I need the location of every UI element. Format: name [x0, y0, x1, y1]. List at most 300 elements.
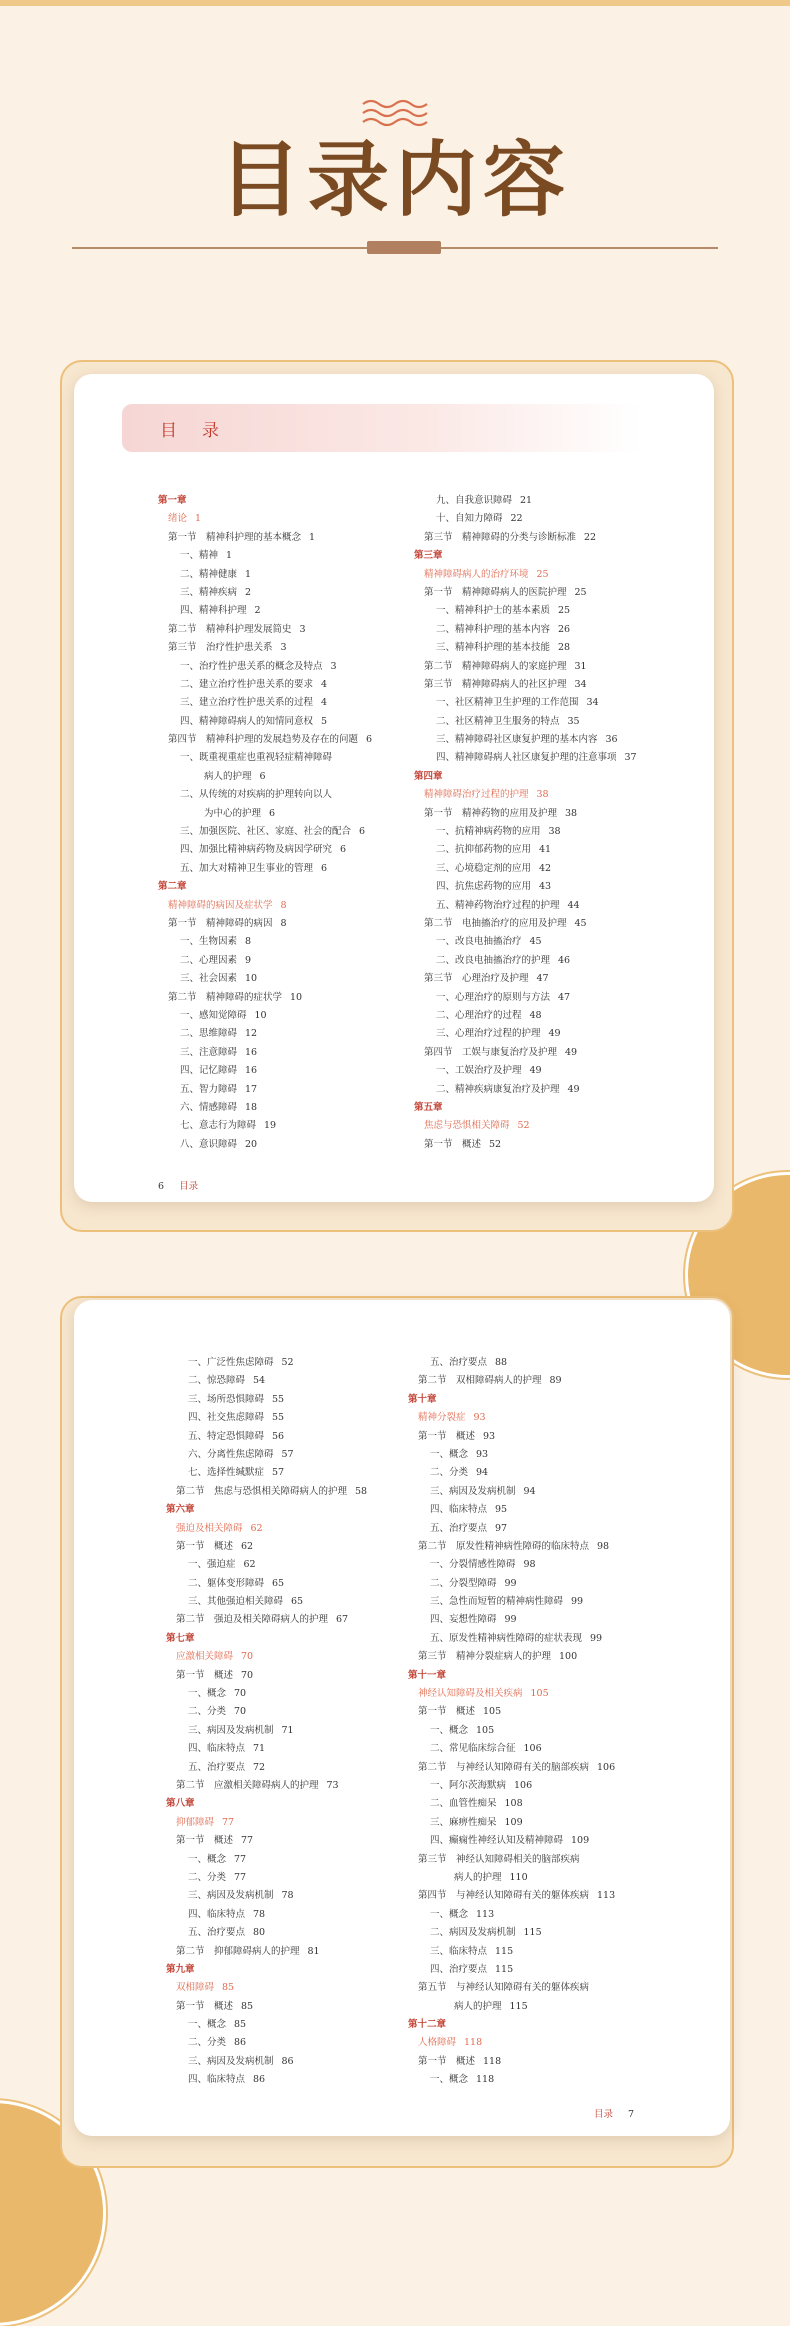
toc-entry-text: 五、治疗要点	[188, 1761, 246, 1773]
footer-label: 目录	[594, 2109, 614, 2120]
wave-ornament-icon	[361, 98, 429, 128]
toc-item	[408, 1520, 615, 1538]
toc-section	[414, 915, 637, 933]
toc-entry-text: 第四节 与神经认知障碍有关的躯体疾病	[418, 1890, 590, 1902]
toc-section	[158, 529, 372, 547]
toc-chapter-title	[408, 1409, 615, 1427]
toc-entry-page: 45	[574, 917, 587, 929]
toc-entry-text: 第一节 精神障碍病人的医院护理	[424, 586, 567, 598]
toc-entry-text: 二、思维障碍	[180, 1028, 238, 1040]
toc-item	[166, 1906, 367, 1924]
toc-item	[408, 1961, 615, 1979]
toc-item	[408, 1611, 615, 1629]
toc-entry-page: 47	[536, 973, 549, 985]
toc-entry-page: 93	[476, 1448, 489, 1460]
toc-entry-text: 第二节 精神障碍的症状学	[168, 991, 283, 1003]
toc-column-left	[158, 492, 372, 1154]
toc-item	[408, 1630, 615, 1648]
toc-banner-label: 目 录	[160, 421, 223, 441]
toc-entry-page: 2	[254, 605, 261, 617]
toc-entry-text: 第四节 精神科护理的发展趋势及存在的问题	[168, 734, 359, 746]
toc-entry-page: 22	[584, 531, 597, 543]
toc-entry-text: 强迫及相关障碍	[176, 1522, 243, 1534]
toc-entry-text: 五、智力障碍	[180, 1083, 238, 1095]
toc-entry-page: 3	[330, 660, 337, 672]
toc-entry-text: 第三节 精神障碍病人的社区护理	[424, 678, 567, 690]
toc-entry-page: 34	[574, 678, 587, 690]
toc-entry-page: 8	[245, 936, 252, 948]
toc-entry-page: 35	[567, 715, 580, 727]
toc-entry-text: 第一节 概述	[176, 2000, 234, 2012]
toc-column-left	[166, 1354, 367, 2090]
toc-entry-page: 25	[558, 605, 571, 617]
toc-entry-page: 10	[290, 991, 303, 1003]
toc-entry-text: 第二节 抑郁障碍病人的护理	[176, 1945, 300, 1957]
toc-item	[158, 860, 372, 878]
toc-section	[408, 1538, 615, 1556]
toc-section	[408, 1979, 615, 1997]
toc-entry-page: 62	[243, 1559, 256, 1571]
toc-entry-page: 34	[586, 697, 599, 709]
toc-entry-page: 85	[241, 2000, 254, 2012]
toc-entry-text: 精神障碍治疗过程的护理	[424, 789, 529, 801]
toc-entry-page: 28	[558, 642, 571, 654]
toc-entry-page: 49	[567, 1083, 580, 1095]
toc-entry-text: 四、社交焦虑障碍	[188, 1412, 265, 1424]
toc-item	[166, 2034, 367, 2052]
toc-entry-page: 8	[280, 917, 287, 929]
toc-entry-page: 70	[234, 1706, 247, 1718]
toc-entry-text: 二、改良电抽搐治疗的护理	[436, 954, 551, 966]
toc-item	[408, 1924, 615, 1942]
toc-entry-page: 77	[234, 1853, 247, 1865]
toc-item	[158, 1025, 372, 1043]
toc-section	[414, 584, 637, 602]
toc-item	[414, 841, 637, 859]
toc-entry-text: 三、其他强迫相关障碍	[188, 1596, 284, 1608]
toc-entry-page: 20	[245, 1138, 258, 1150]
toc-item	[158, 566, 372, 584]
toc-entry-text: 第三节 神经认知障碍相关的脑部疾病	[418, 1853, 580, 1865]
toc-entry-text: 四、治疗要点	[430, 1963, 488, 1975]
toc-entry-text: 第一节 精神药物的应用及护理	[424, 807, 558, 819]
toc-item	[414, 731, 637, 749]
toc-chapter-title	[166, 1979, 367, 1997]
toc-entry-page: 105	[530, 1688, 549, 1700]
toc-entry-text: 一、生物因素	[180, 936, 238, 948]
toc-entry-text: 第三节 治疗性护患关系	[168, 642, 273, 654]
toc-entry-page: 42	[539, 862, 552, 874]
toc-entry-text: 第三节 精神分裂症病人的护理	[418, 1651, 552, 1663]
toc-item	[166, 1354, 367, 1372]
toc-entry-page: 86	[281, 2055, 294, 2067]
toc-entry-text: 一、概念	[188, 1688, 227, 1700]
toc-item	[414, 694, 637, 712]
toc-entry-page: 105	[483, 1706, 502, 1718]
toc-entry-text: 一、概念	[430, 2074, 469, 2086]
toc-entry-text: 七、意志行为障碍	[180, 1120, 257, 1132]
toc-entry-page: 55	[272, 1412, 285, 1424]
toc-entry-text: 六、情感障碍	[180, 1101, 238, 1113]
toc-entry-page: 118	[483, 2055, 502, 2067]
toc-chapter-title	[414, 786, 637, 804]
toc-entry-text: 第一节 精神科护理的基本概念	[168, 531, 302, 543]
toc-item	[166, 1409, 367, 1427]
toc-section	[158, 639, 372, 657]
toc-entry-text: 三、病因及发病机制	[188, 1890, 274, 1902]
toc-entry-text: 第二节 与神经认知障碍有关的脑部疾病	[418, 1761, 590, 1773]
toc-entry-text: 三、加强医院、社区、家庭、社会的配合	[180, 826, 352, 838]
toc-section	[166, 1483, 367, 1501]
toc-item	[158, 658, 372, 676]
toc-entry-text: 一、抗精神病药物的应用	[436, 826, 541, 838]
toc-entry-text: 第二节 精神障碍病人的家庭护理	[424, 660, 567, 672]
toc-section	[166, 1611, 367, 1629]
toc-section	[408, 1759, 615, 1777]
toc-entry-text: 二、血管性痴呆	[430, 1798, 497, 1810]
toc-entry-text: 第二节 精神科护理发展简史	[168, 623, 292, 635]
toc-item	[158, 841, 372, 859]
toc-item	[158, 547, 372, 565]
toc-chapter	[166, 1501, 367, 1519]
toc-entry-page: 49	[548, 1028, 561, 1040]
toc-entry-page: 99	[504, 1577, 517, 1589]
toc-item	[166, 1446, 367, 1464]
toc-entry-text: 病人的护理	[454, 2000, 502, 2012]
toc-entry-page: 77	[234, 1871, 247, 1883]
toc-entry-page: 98	[523, 1559, 536, 1571]
toc-entry-text: 一、治疗性护患关系的概念及特点	[180, 660, 323, 672]
toc-section	[158, 731, 372, 749]
toc-entry-text: 四、临床特点	[188, 2074, 246, 2086]
toc-entry-page: 19	[264, 1120, 277, 1132]
toc-entry-text: 四、临床特点	[188, 1908, 246, 1920]
toc-entry-page: 93	[473, 1412, 486, 1424]
toc-entry-page: 94	[523, 1485, 536, 1497]
toc-chapter	[408, 1667, 615, 1685]
toc-item	[408, 1501, 615, 1519]
toc-entry-text: 三、急性而短暂的精神病性障碍	[430, 1596, 564, 1608]
toc-entry-text: 第二节 强迫及相关障碍病人的护理	[176, 1614, 329, 1626]
toc-banner	[122, 404, 642, 452]
toc-section	[414, 658, 637, 676]
toc-entry-text: 一、概念	[430, 1908, 469, 1920]
toc-entry-text: 一、精神	[180, 550, 219, 562]
toc-entry-page: 52	[489, 1138, 502, 1150]
toc-entry-text: 抑郁障碍	[176, 1816, 215, 1828]
toc-item	[166, 1685, 367, 1703]
toc-entry-text: 五、原发性精神病性障碍的症状表现	[430, 1632, 583, 1644]
toc-entry-page: 38	[536, 789, 549, 801]
toc-section	[408, 1648, 615, 1666]
toc-entry-text: 绪论	[168, 513, 188, 525]
toc-entry-text: 五、加大对精神卫生事业的管理	[180, 862, 314, 874]
toc-entry-page: 16	[245, 1046, 258, 1058]
toc-item	[166, 2053, 367, 2071]
toc-chapter-title	[166, 1520, 367, 1538]
toc-entry-text: 一、社区精神卫生护理的工作范围	[436, 697, 579, 709]
toc-chapter	[166, 1795, 367, 1813]
toc-entry-page: 18	[245, 1101, 258, 1113]
toc-chapter-title	[414, 566, 637, 584]
toc-entry-page: 78	[253, 1908, 266, 1920]
toc-item	[158, 1117, 372, 1135]
toc-entry-page: 67	[336, 1614, 349, 1626]
toc-entry-text: 二、惊恐障碍	[188, 1375, 246, 1387]
toc-section	[158, 621, 372, 639]
toc-section	[166, 1832, 367, 1850]
toc-entry-text: 第三节 心理治疗及护理	[424, 973, 529, 985]
toc-section	[414, 676, 637, 694]
toc-entry-page: 77	[241, 1835, 254, 1847]
toc-entry-text: 第二章	[158, 881, 187, 893]
toc-entry-text: 一、概念	[188, 2019, 227, 2031]
toc-entry-text: 二、分类	[430, 1467, 469, 1479]
toc-entry-page: 71	[253, 1743, 266, 1755]
toc-item	[408, 1740, 615, 1758]
toc-entry-page: 93	[483, 1430, 496, 1442]
toc-section	[408, 1703, 615, 1721]
toc-entry-text: 精神障碍病人的治疗环境	[424, 568, 529, 580]
toc-page-right	[74, 1300, 730, 2136]
toc-item	[414, 1007, 637, 1025]
toc-entry-page: 98	[597, 1540, 610, 1552]
toc-item	[158, 584, 372, 602]
toc-entry-text: 一、阿尔茨海默病	[430, 1779, 507, 1791]
toc-item	[414, 989, 637, 1007]
toc-item	[158, 1007, 372, 1025]
toc-entry-text: 七、选择性缄默症	[188, 1467, 265, 1479]
toc-entry-page: 106	[523, 1743, 542, 1755]
toc-entry-page: 38	[565, 807, 578, 819]
toc-entry-page: 99	[504, 1614, 517, 1626]
toc-entry-text: 双相障碍	[176, 1982, 215, 1994]
toc-section	[166, 1538, 367, 1556]
toc-entry-page: 45	[529, 936, 542, 948]
toc-entry-text: 第五节 与神经认知障碍有关的躯体疾病	[418, 1982, 590, 1994]
toc-entry-page: 6	[359, 826, 366, 838]
toc-entry-text: 第一节 精神障碍的病因	[168, 917, 273, 929]
toc-entry-page: 89	[549, 1375, 562, 1387]
toc-entry-text: 二、分类	[188, 1706, 227, 1718]
toc-entry-text: 三、注意障碍	[180, 1046, 238, 1058]
toc-entry-page: 108	[504, 1798, 523, 1810]
toc-entry-text: 第七章	[166, 1632, 195, 1644]
toc-entry-page: 17	[245, 1083, 258, 1095]
toc-entry-page: 77	[222, 1816, 235, 1828]
toc-entry-page: 43	[539, 881, 552, 893]
footer-label: 目录	[179, 1181, 199, 1192]
toc-entry-text: 二、建立治疗性护患关系的要求	[180, 678, 314, 690]
toc-item	[414, 510, 637, 528]
toc-entry-page: 2	[245, 586, 252, 598]
toc-item	[408, 1943, 615, 1961]
toc-item	[166, 1759, 367, 1777]
toc-item	[414, 860, 637, 878]
toc-entry-page: 1	[309, 531, 316, 543]
toc-item	[158, 1081, 372, 1099]
toc-entry-page: 44	[567, 899, 580, 911]
toc-entry-page: 41	[539, 844, 552, 856]
toc-item	[408, 1906, 615, 1924]
toc-chapter-title	[166, 1814, 367, 1832]
toc-entry-text: 二、社区精神卫生服务的特点	[436, 715, 560, 727]
toc-entry-page: 6	[366, 734, 373, 746]
toc-item	[408, 1593, 615, 1611]
toc-entry-text: 五、治疗要点	[430, 1357, 488, 1368]
toc-entry-text: 第八章	[166, 1798, 195, 1810]
toc-entry-text: 八、意识障碍	[180, 1138, 238, 1150]
toc-entry-text: 焦虑与恐惧相关障碍	[424, 1120, 510, 1132]
toc-entry-text: 三、病因及发病机制	[430, 1485, 516, 1497]
toc-entry-page: 54	[253, 1375, 266, 1387]
toc-entry-text: 一、感知觉障碍	[180, 1009, 247, 1021]
toc-entry-page: 65	[291, 1596, 304, 1608]
toc-entry-text: 四、临床特点	[188, 1743, 246, 1755]
toc-entry-text: 二、分类	[188, 2037, 227, 2049]
toc-entry-text: 五、治疗要点	[188, 1927, 246, 1939]
toc-entry-text: 二、常见临床综合征	[430, 1743, 516, 1755]
toc-entry-page: 58	[355, 1485, 368, 1497]
toc-item	[414, 878, 637, 896]
toc-item	[414, 933, 637, 951]
toc-entry-text: 一、概念	[430, 1448, 469, 1460]
toc-entry-page: 22	[510, 513, 523, 525]
toc-entry-text: 四、精神障碍病人的知情同意权	[180, 715, 314, 727]
toc-entry-text: 一、分裂情感性障碍	[430, 1559, 516, 1571]
toc-entry-page: 6	[321, 862, 328, 874]
toc-entry-page: 71	[281, 1724, 294, 1736]
toc-item	[166, 1575, 367, 1593]
toc-entry-text: 应激相关障碍	[176, 1651, 234, 1663]
toc-entry-text: 病人的护理	[204, 770, 252, 782]
toc-item	[166, 2071, 367, 2089]
toc-item	[158, 823, 372, 841]
toc-item	[158, 1044, 372, 1062]
toc-entry-page: 105	[476, 1724, 495, 1736]
toc-entry-page: 6	[259, 770, 266, 782]
toc-entry-text: 第一节 概述	[176, 1540, 234, 1552]
toc-chapter	[408, 1391, 615, 1409]
toc-entry-page: 16	[245, 1065, 258, 1077]
toc-entry-page: 118	[476, 2074, 495, 2086]
toc-item	[158, 805, 372, 823]
toc-entry-text: 精神障碍的病因及症状学	[168, 899, 273, 911]
toc-entry-page: 55	[272, 1393, 285, 1405]
toc-chapter	[158, 492, 372, 510]
toc-entry-page: 46	[558, 954, 571, 966]
toc-entry-text: 为中心的护理	[204, 807, 262, 819]
toc-entry-text: 二、从传统的对疾病的护理转向以人	[180, 789, 333, 801]
toc-entry-page: 106	[597, 1761, 616, 1773]
toc-entry-text: 五、治疗要点	[430, 1522, 488, 1534]
toc-item	[158, 1099, 372, 1117]
toc-entry-page: 12	[245, 1028, 258, 1040]
toc-item	[408, 2071, 615, 2089]
toc-entry-text: 五、特定恐惧障碍	[188, 1430, 265, 1442]
toc-entry-text: 六、分离性焦虑障碍	[188, 1448, 274, 1460]
toc-item	[408, 1354, 615, 1372]
toc-entry-page: 85	[234, 2019, 247, 2031]
toc-section	[408, 1851, 615, 1869]
toc-item	[166, 2016, 367, 2034]
toc-chapter-title	[158, 897, 372, 915]
toc-entry-text: 第二节 应激相关障碍病人的护理	[176, 1779, 319, 1791]
page-number: 7	[628, 2109, 635, 2120]
toc-entry-text: 四、记忆障碍	[180, 1065, 238, 1077]
toc-entry-text: 三、建立治疗性护患关系的过程	[180, 697, 314, 709]
toc-section	[414, 805, 637, 823]
toc-entry-page: 5	[321, 715, 328, 727]
toc-entry-page: 26	[558, 623, 571, 635]
toc-entry-page: 113	[476, 1908, 495, 1920]
toc-chapter	[166, 1961, 367, 1979]
toc-entry-text: 二、分类	[188, 1871, 227, 1883]
toc-item	[414, 749, 637, 767]
toc-chapter	[414, 547, 637, 565]
toc-entry-text: 三、病因及发病机制	[188, 2055, 274, 2067]
toc-entry-page: 99	[571, 1596, 584, 1608]
toc-entry-text: 病人的护理	[454, 1871, 502, 1883]
toc-entry-page: 70	[234, 1688, 247, 1700]
toc-entry-text: 二、精神科护理的基本内容	[436, 623, 551, 635]
toc-item	[408, 1777, 615, 1795]
toc-section	[158, 915, 372, 933]
toc-item	[414, 1025, 637, 1043]
toc-entry-page: 1	[195, 513, 202, 525]
toc-entry-page: 4	[321, 678, 328, 690]
toc-item	[166, 1851, 367, 1869]
toc-entry-page: 109	[571, 1835, 590, 1847]
toc-entry-text: 二、躯体变形障碍	[188, 1577, 265, 1589]
toc-entry-page: 6	[269, 807, 276, 819]
toc-page-left	[74, 374, 714, 1202]
toc-entry-text: 四、临床特点	[430, 1504, 488, 1516]
toc-section	[166, 1667, 367, 1685]
toc-entry-page: 100	[559, 1651, 578, 1663]
toc-entry-text: 三、社会因素	[180, 973, 238, 985]
toc-entry-text: 第十一章	[408, 1669, 447, 1681]
toc-entry-text: 第一节 概述	[176, 1669, 234, 1681]
toc-section	[408, 1372, 615, 1390]
toc-entry-text: 三、病因及发病机制	[188, 1724, 274, 1736]
toc-entry-text: 一、广泛性焦虑障碍	[188, 1357, 274, 1368]
toc-entry-page: 25	[574, 586, 587, 598]
toc-entry-text: 第一节 概述	[176, 1835, 234, 1847]
toc-item	[414, 713, 637, 731]
toc-entry-page: 110	[509, 1871, 528, 1883]
toc-section	[158, 989, 372, 1007]
toc-item	[166, 1722, 367, 1740]
toc-item	[408, 1722, 615, 1740]
toc-entry-text: 四、妄想性障碍	[430, 1614, 497, 1626]
toc-entry-text: 第十章	[408, 1393, 437, 1405]
toc-entry-text: 第二节 原发性精神病性障碍的临床特点	[418, 1540, 590, 1552]
toc-entry-page: 37	[624, 752, 637, 764]
toc-entry-page: 86	[234, 2037, 247, 2049]
toc-entry-text: 神经认知障碍及相关疾病	[418, 1688, 523, 1700]
toc-entry-page: 95	[495, 1504, 508, 1516]
toc-item	[158, 713, 372, 731]
toc-item	[166, 1740, 367, 1758]
toc-entry-page: 88	[495, 1357, 508, 1368]
toc-entry-page: 99	[590, 1632, 603, 1644]
toc-entry-page: 1	[245, 568, 252, 580]
toc-entry-text: 一、强迫症	[188, 1559, 236, 1571]
toc-entry-page: 49	[565, 1046, 578, 1058]
toc-entry-text: 三、麻痹性痴呆	[430, 1816, 497, 1828]
toc-entry-text: 一、既重视重症也重视轻症精神障碍	[180, 752, 333, 764]
